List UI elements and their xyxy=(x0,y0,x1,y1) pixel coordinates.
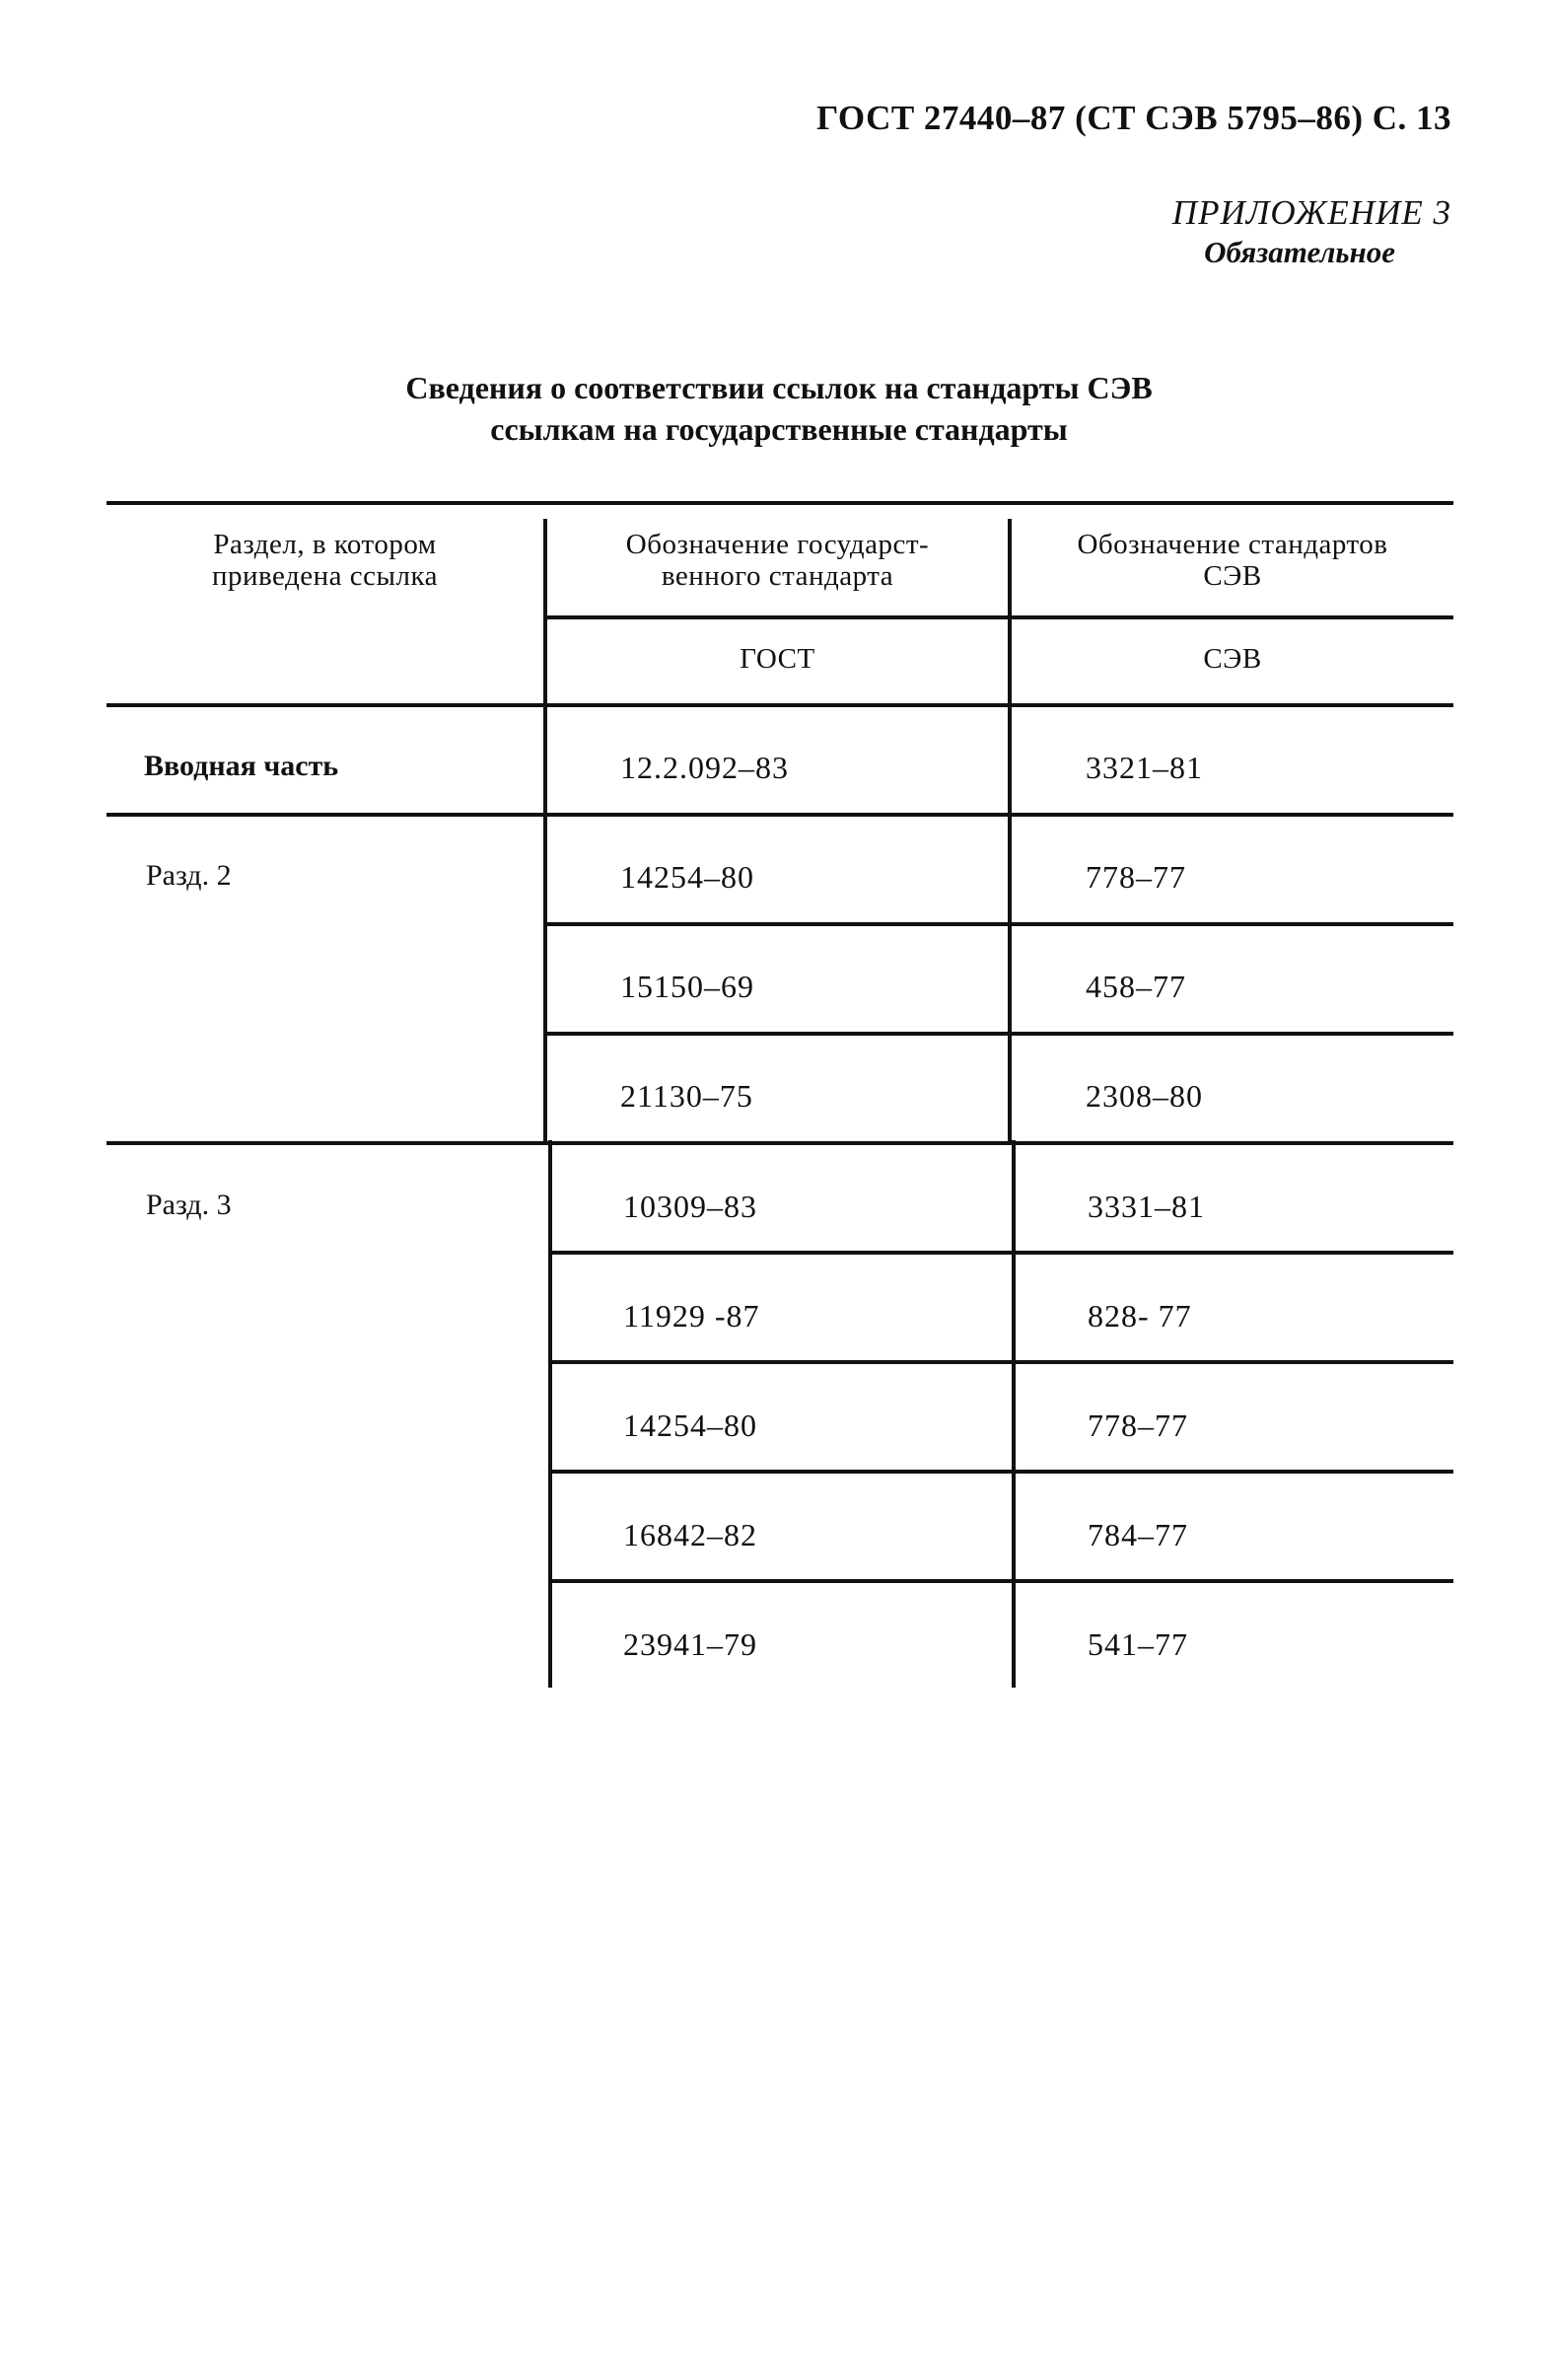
group-rule-1 xyxy=(106,813,1453,817)
appendix-status: Обязательное xyxy=(1204,235,1395,269)
row-rule xyxy=(548,1251,1453,1255)
row-rule xyxy=(548,1579,1453,1583)
gost-cell: 11929 -87 xyxy=(623,1298,760,1334)
sev-cell: 2308–80 xyxy=(1086,1078,1203,1114)
header-sev xyxy=(1012,529,1453,592)
section-cell: Разд. 2 xyxy=(146,859,232,892)
header-section-line-2: приведена ссылка xyxy=(211,560,439,592)
row-rule xyxy=(548,1470,1453,1474)
document-title-line-1: Сведения о соответствии ссылок на стандарты СЭВ xyxy=(405,370,1153,405)
column-divider-1-lower xyxy=(548,1140,552,1688)
gost-cell: 21130–75 xyxy=(620,1078,753,1114)
gost-cell: 12.2.092–83 xyxy=(620,750,789,785)
sev-cell: 3331–81 xyxy=(1088,1189,1205,1224)
header-section-line-1: Раздел, в котором xyxy=(213,529,437,560)
gost-cell: 14254–80 xyxy=(623,1407,757,1443)
sev-cell: 778–77 xyxy=(1088,1407,1188,1443)
document-title xyxy=(0,367,1553,450)
sev-cell: 828- 77 xyxy=(1088,1298,1192,1334)
section-cell: Вводная часть xyxy=(144,750,339,782)
header-gost-line-2: венного стандарта xyxy=(661,560,894,592)
gost-cell: 15150–69 xyxy=(620,969,754,1004)
sev-cell: 784–77 xyxy=(1088,1517,1188,1552)
appendix-label: ПРИЛОЖЕНИЕ 3 xyxy=(1171,193,1451,232)
references-table xyxy=(106,501,1453,1685)
column-divider-1 xyxy=(543,519,547,1142)
sev-cell: 541–77 xyxy=(1088,1626,1188,1662)
header-gost xyxy=(547,529,1008,592)
subheader-gost: ГОСТ xyxy=(740,643,815,675)
subheader-rule xyxy=(543,615,1453,619)
header-gost-line-1: Обозначение государст- xyxy=(625,529,930,560)
group-rule-2 xyxy=(106,1141,1453,1145)
column-divider-2 xyxy=(1008,519,1012,1142)
gost-cell: 10309–83 xyxy=(623,1189,757,1224)
subheader-sev: СЭВ xyxy=(1203,643,1262,675)
header-section xyxy=(106,529,543,592)
header-bottom-rule xyxy=(106,703,1453,707)
row-rule xyxy=(545,1032,1453,1036)
gost-cell: 16842–82 xyxy=(623,1517,757,1552)
column-divider-2-lower xyxy=(1012,1140,1016,1688)
table-top-rule xyxy=(106,501,1453,505)
sev-cell: 458–77 xyxy=(1086,969,1186,1004)
header-sev-line-1: Обозначение стандартов xyxy=(1077,529,1388,560)
gost-cell: 23941–79 xyxy=(623,1626,757,1662)
header-sev-line-2: СЭВ xyxy=(1203,560,1262,592)
row-rule xyxy=(548,1360,1453,1364)
section-cell: Разд. 3 xyxy=(146,1189,232,1221)
sev-cell: 3321–81 xyxy=(1086,750,1203,785)
gost-cell: 14254–80 xyxy=(620,859,754,895)
row-rule xyxy=(545,922,1453,926)
sev-cell: 778–77 xyxy=(1086,859,1186,895)
document-title-line-2: ссылкам на государственные стандарты xyxy=(490,411,1068,447)
running-header: ГОСТ 27440–87 (СТ СЭВ 5795–86) С. 13 xyxy=(816,99,1451,137)
